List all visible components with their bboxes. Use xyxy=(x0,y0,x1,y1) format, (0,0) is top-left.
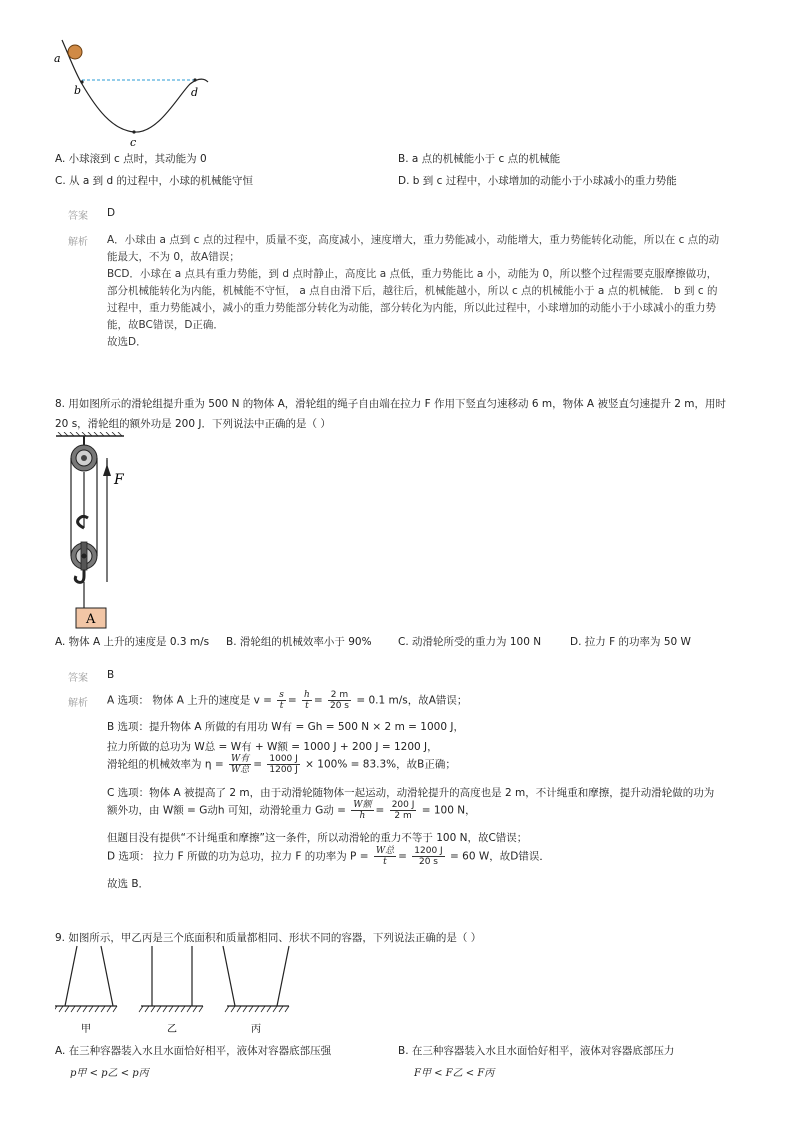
q8-arrow-up-icon xyxy=(103,464,111,476)
q7-track-curve xyxy=(62,40,208,132)
q9-label-jia: 甲 xyxy=(81,1024,91,1034)
q9-option-a-formula: p甲 < p乙 < p丙 xyxy=(70,1068,149,1079)
q7-analysis xyxy=(107,232,722,351)
q7-answer: D xyxy=(107,207,116,219)
q8-pulley-figure xyxy=(54,432,134,630)
q9-option-b[interactable]: B. 在三种容器装入水且水面恰好相平，液体对容器底部压力 xyxy=(398,1045,675,1057)
q7-point-c xyxy=(132,130,135,133)
q8-stem-line1: 8. 用如图所示的滑轮组提升重为 500 N 的物体 A，滑轮组的绳子自由端在拉力 F 作用下竖直匀速移动 6 m，物体 A 被竖直匀速提升 2 m，用时 xyxy=(55,398,727,410)
q7-label-c: c xyxy=(130,136,137,149)
q9-label-bing: 丙 xyxy=(251,1024,261,1034)
q8-answer-label: 答案 xyxy=(68,673,88,684)
q9-stem: 9. 如图所示，甲乙丙是三个底面积和质量都相同、形状不同的容器，下列说法正确的是（ ） xyxy=(55,932,482,944)
q7-ball-icon xyxy=(68,45,82,59)
q8-analysis-label: 解析 xyxy=(68,698,88,709)
q8-label-f: F xyxy=(114,472,124,488)
q8-label-a: A xyxy=(86,612,96,627)
q8-analysis-b2: 拉力所做的总功为 W总 = W有 + W额 = 1000 J + 200 J = 1200 J， xyxy=(107,741,438,753)
q8-analysis-end: 故选 B． xyxy=(107,878,150,890)
q8-analysis-b3: 滑轮组的机械效率为 η = $\frac{\text{W有}}{\text{W总}}$ = $\frac{1000 J}{1200 J}$ × 100% = 83.3%，故B正确； xyxy=(107,754,456,775)
q7-analysis-line: 能，故BC错误，D正确． xyxy=(107,319,224,331)
q7-option-a[interactable]: A. 小球滚到 c 点时，其动能为 0 xyxy=(55,153,207,165)
q8-analysis-d: D 选项： 拉力 F 所做的功为总功，拉力 F 的功率为 P = $\frac{\text{W总}}{t}$ = $\frac{1200 J}{20 s}$ = 60 W，故D错误． xyxy=(107,846,550,867)
q7-label-a: a xyxy=(54,52,61,65)
q8-analysis-a: A 选项： 物体 A 上升的速度是 v = $\frac{s}{t}$ = $\frac{h}{t}$ = $\frac{2 m}{20 s}$ = 0.1 m/s，故A错误； xyxy=(107,690,468,711)
q7-option-c[interactable]: C. 从 a 到 d 的过程中，小球的机械能守恒 xyxy=(55,175,253,187)
q9-label-yi: 乙 xyxy=(167,1024,177,1034)
q7-analysis-line: 故选D． xyxy=(107,336,147,348)
q8-analysis-c3: 但题目没有提供“不计绳重和摩擦”这一条件，所以动滑轮的重力不等于 100 N，故C错误； xyxy=(107,832,528,844)
q7-analysis-label: 解析 xyxy=(68,237,88,248)
q7-answer-label: 答案 xyxy=(68,211,88,222)
q7-point-d xyxy=(193,78,196,81)
q9-containers-figure xyxy=(55,944,305,1034)
q7-label-d: d xyxy=(191,86,199,99)
q8-stem-line2: 20 s，滑轮组的额外功是 200 J．下列说法中正确的是（ ） xyxy=(55,418,331,430)
q7-analysis-line: A．小球由 a 点到 c 点的过程中，质量不变，高度减小，速度增大，重力势能减小，动能增大，重力势能转化动能，所以在 c 点的动 xyxy=(107,234,720,246)
q8-analysis-b1: B 选项：提升物体 A 所做的有用功 W有 = Gh = 500 N × 2 m = 1000 J， xyxy=(107,721,464,733)
q7-option-b[interactable]: B. a 点的机械能小于 c 点的机械能 xyxy=(398,153,561,165)
q7-analysis-line: 部分机械能转化为内能，机械能不守恒， a 点自由滑下后，越往后，机械能越小，所以 c 点的机械能小于 a 点的机械能． b 到 c 的 xyxy=(107,285,718,297)
q7-analysis-line: 过程中，重力势能减小，减小的重力势能部分转化为动能，部分转化为内能，所以此过程中，小球增加的动能小于小球减小的重力势 xyxy=(107,302,716,314)
q8-analysis-c2: 额外功，由 W额 = G动h 可知，动滑轮重力 G动 = $\frac{\text{W额}}{h}$ = $\frac{200 J}{2 m}$ = 100 N， xyxy=(107,800,476,821)
q7-label-b: b xyxy=(74,84,82,97)
q8-option-d[interactable]: D. 拉力 F 的功率为 50 W xyxy=(570,636,691,648)
q7-track-figure xyxy=(50,38,220,150)
q8-analysis-c1: C 选项：物体 A 被提高了 2 m，由于动滑轮随物体一起运动，动滑轮提升的高度也是 2 m，不计绳重和摩擦，提升动滑轮做的功为 xyxy=(107,787,715,799)
q8-option-b[interactable]: B. 滑轮组的机械效率小于 90% xyxy=(226,636,372,648)
q7-option-d[interactable]: D. b 到 c 过程中，小球增加的动能小于小球减小的重力势能 xyxy=(398,175,677,187)
q8-option-c[interactable]: C. 动滑轮所受的重力为 100 N xyxy=(398,636,542,648)
q8-answer: B xyxy=(107,669,115,681)
q8-option-a[interactable]: A. 物体 A 上升的速度是 0.3 m/s xyxy=(55,636,210,648)
q7-analysis-line: 能最大，不为 0，故A错误； xyxy=(107,251,240,263)
q7-analysis-line: BCD．小球在 a 点具有重力势能，到 d 点时静止，高度比 a 点低，重力势能比 a 小，动能为 0，所以整个过程需要克服摩擦做功， xyxy=(107,268,718,280)
q9-option-a[interactable]: A. 在三种容器装入水且水面恰好相平，液体对容器底部压强 xyxy=(55,1045,332,1057)
q9-option-b-formula: F甲 < F乙 < F丙 xyxy=(414,1068,495,1079)
